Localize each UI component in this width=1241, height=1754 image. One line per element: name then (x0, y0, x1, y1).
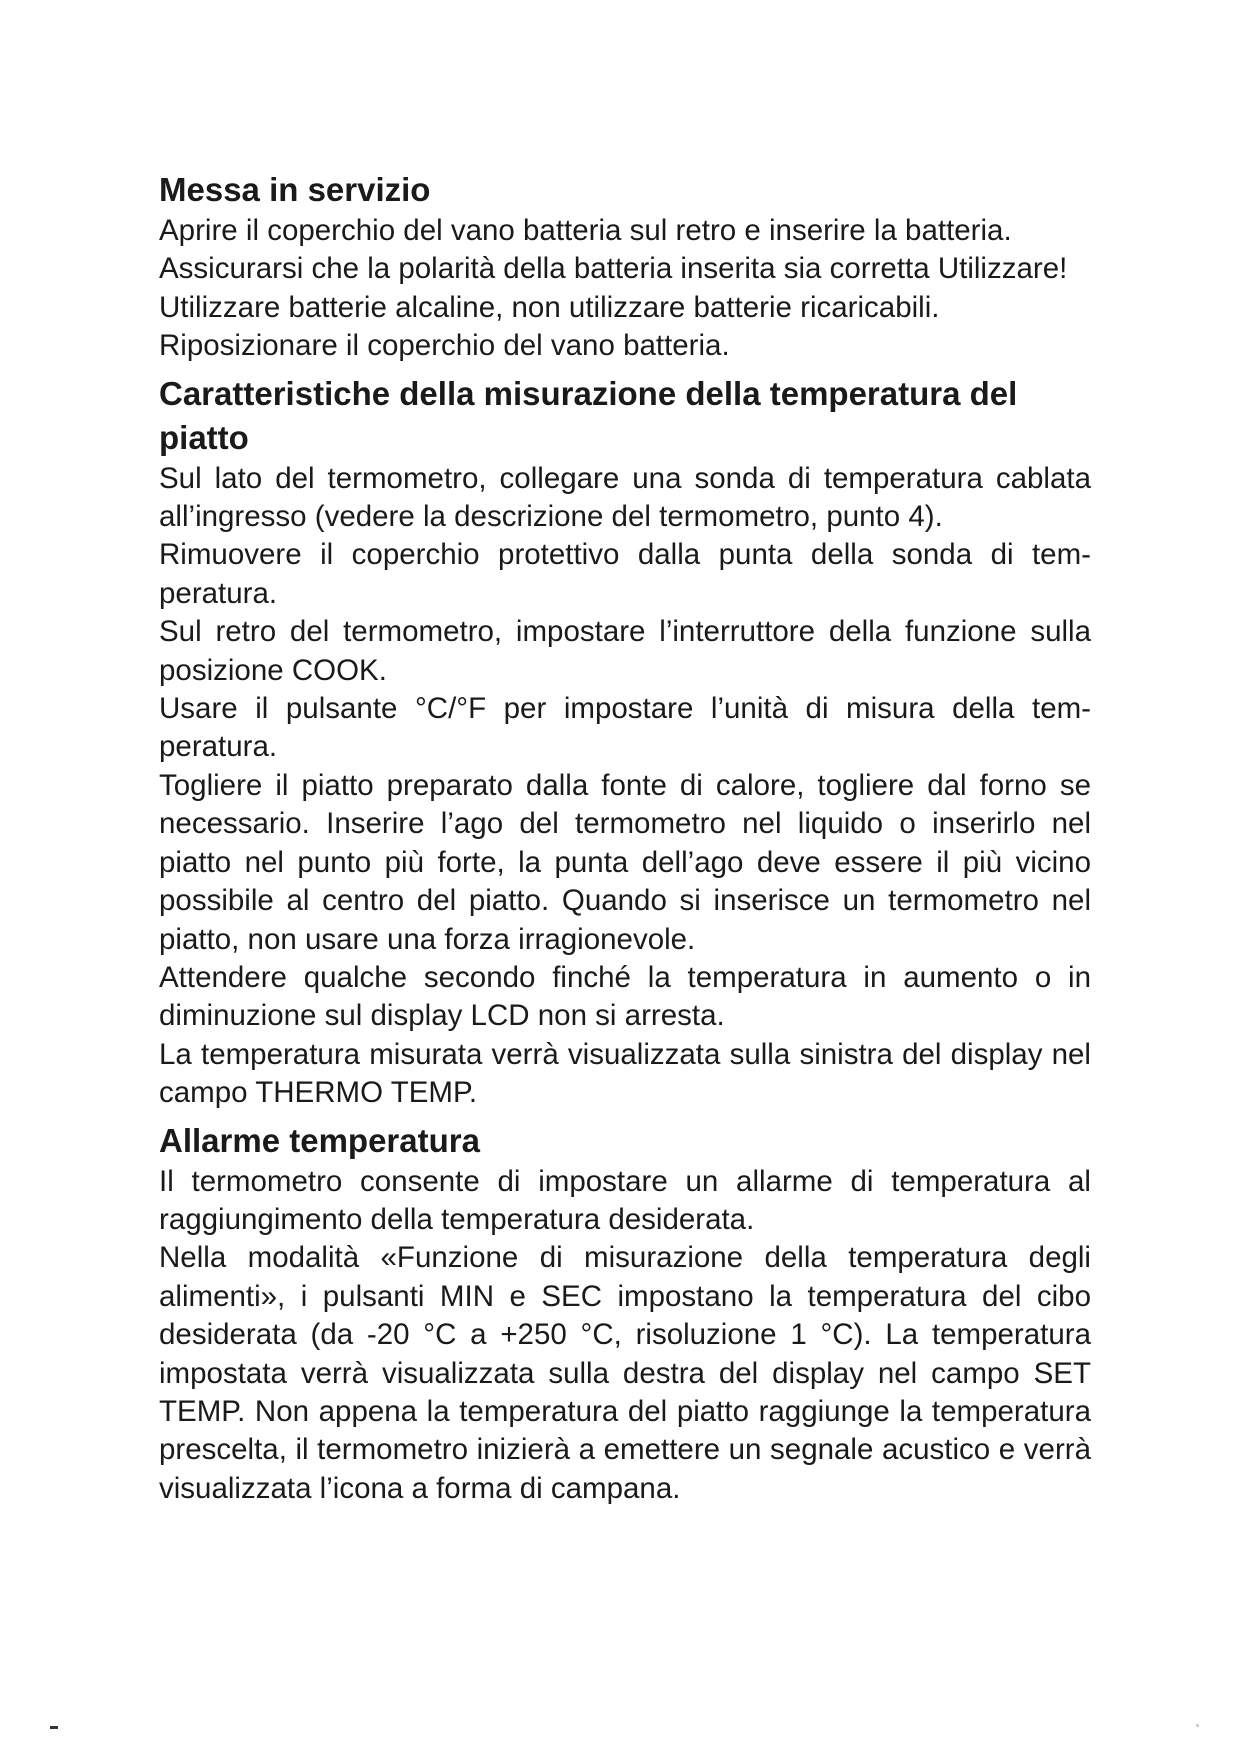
section-title: Caratteristiche della misurazione della temperatura del piatto (159, 374, 1018, 456)
paragraph: Usare il pulsante °C/°F per impostare l’unità di misura della tem- peratura. (159, 692, 1091, 764)
section-title: Allarme temperatura (159, 1121, 480, 1159)
paragraph: Riposizionare il coperchio del vano batteria. (159, 329, 730, 363)
paragraph: Aprire il coperchio del vano batteria sul retro e inserire la batteria. (159, 214, 1012, 247)
paragraph: Utilizzare batterie alcaline, non utilizzare batterie ricaricabili. (159, 290, 940, 324)
section-allarme-temperatura (159, 1119, 1091, 1509)
section-messa-in-servizio (159, 168, 1091, 366)
paragraph: La temperatura misurata verrà visualizzata sulla sinistra del display nel campo THERMO TEMP. (159, 1037, 1091, 1110)
paragraph: Nella modalità «Funzione di misurazione della temperatura degli alimenti», i pulsanti MIN e SEC impostano la temperatura del cibo desiderata (da -20 °C a +250 °C, risoluzione 1 °C). La temperatura impostata verrà visualizzata sulla destra del display nel campo SET TEMP. Non appena la temperatura del piatto raggiunge la temperatura prescelta, il termometro inizierà a emettere un segnale acustico e verrà visualizzata l’icona a forma di campana. (159, 1241, 1091, 1505)
scan-mark (1196, 1724, 1199, 1727)
paragraph: Assicurarsi che la polarità della batteria inserita sia corretta Utilizzare! (159, 252, 1068, 286)
section-title: Messa in servizio (159, 171, 431, 208)
paragraph: Togliere il piatto preparato dalla fonte di calore, togliere dal forno se necessario. Inserire l’ago del termometro nel liquido o inserirlo nel piatto nel punto più forte, la punta dell’ago deve essere il più vicino possibile al centro del piatto. Quando si inserisce un termometro nel piatto, non usare una forza irragionevole. (159, 768, 1091, 956)
document-page (159, 168, 1091, 1514)
paragraph: Sul lato del termometro, collegare una sonda di temperatura cablata all’ingresso (vedere la descrizione del termometro, punto 4). (159, 461, 1091, 534)
section-caratteristiche (159, 372, 1091, 1113)
paragraph: Il termometro consente di impostare un allarme di temperatura al raggiungimento della temperatura desiderata. (159, 1164, 1091, 1236)
paragraph: Sul retro del termometro, impostare l’interruttore della funzione sulla posizione COOK. (159, 615, 1091, 687)
paragraph: Rimuovere il coperchio protettivo dalla punta della sonda di tem- peratura. (159, 538, 1091, 610)
paragraph: Attendere qualche secondo finché la temperatura in aumento o in diminuzione sul display LCD non si arresta. (159, 960, 1091, 1033)
scan-mark (50, 1726, 58, 1729)
